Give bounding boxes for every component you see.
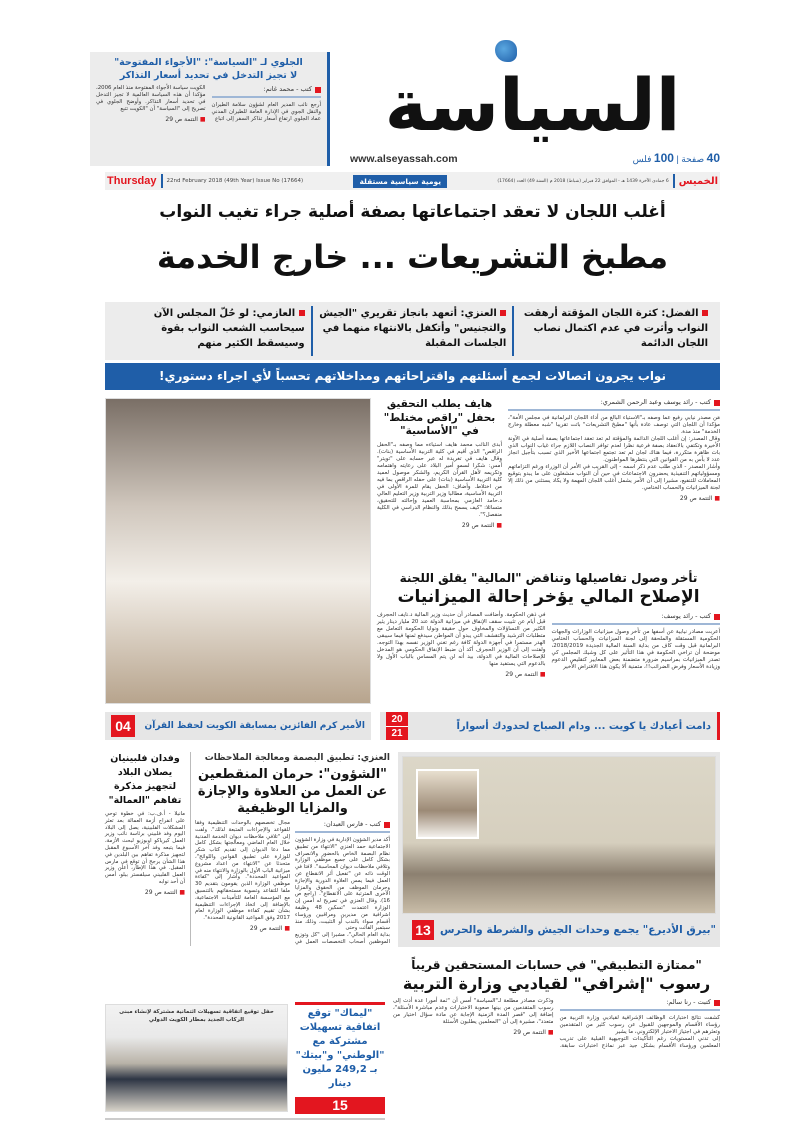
hayef-headline[interactable]: هايف يطلب التحقيق بحفل "راقص مختلط" في "الأساسية" [383, 398, 496, 437]
hayef-article [377, 398, 502, 530]
teaser-body: الكويت سياسة الأجواء المفتوحة منذ العام 2006، مؤكدا أن هذه السياسة العالمية لا تجيز التدخل في تحديد أسعار التذاكر. وأوضح الجلوي في تصريح إلى "السياسة" أن "الكويت تتبع [96, 85, 206, 112]
teaser-headline [96, 56, 321, 82]
finance-article [377, 570, 720, 679]
finance-subhead: تأخر وصول تفاصيلها وتناقض "المالية" يقلق اللجنة [399, 571, 698, 585]
page-number-badge: 20 21 [386, 712, 408, 740]
teaser-headline-line1: الجلوي لـ "السياسة": "الأجواء المفتوحة" [114, 57, 303, 68]
education-subhead: "ممتازة التطبيقي" في حسابات المستحقين قريباً [411, 958, 702, 972]
emir-ceremony-photo [105, 398, 371, 704]
day-english: Thursday [107, 175, 157, 187]
lead-banner[interactable]: نواب يجرون اتصالات لجمع أسئلتهم واقتراحاتهم ومداخلاتهم تحسباً لأي اجراء دستوري! [105, 363, 720, 390]
date-arabic: 6 جمادى الآخرة 1439 هـ - الموافق 22 فبراير (شباط) 2018 م (السنة 49) العدد (17664) [497, 178, 669, 184]
falcon-emblem-icon [495, 40, 517, 62]
lemak-headline: "ليماك" توقع اتفاقية تسهيلات مشتركة مع "الوطني" و"بيتك" بـ 249,2 مليون دينار [295, 1008, 385, 1089]
lead-byline: كتب - رائد يوسف وعبد الرحمن الشمري: [508, 398, 720, 407]
lead-bullet[interactable]: الفضل: كثرة اللجان المؤقتة أرهقت النواب وأثرت في عدم اكتمال نصاب اللجان الدائمة [512, 306, 714, 356]
bottom-divider [105, 1118, 385, 1120]
affairs-byline: كتب - فارس العبدان: [295, 820, 390, 829]
signing-ceremony-photo [105, 1004, 288, 1112]
education-byline: كتبت - رنا سالم: [560, 998, 721, 1007]
teaser-headline-line2: لا تجيز التدخل في تحديد أسعار التذاكر [119, 70, 298, 81]
lemak-box[interactable] [295, 1002, 385, 1114]
page-number-badge: 13 [412, 920, 434, 940]
philippines-article [105, 752, 185, 897]
photo-banner-text: حفل توقيع اتفاقية تسهيلات ائتمانية مشتركة لإنشاء مبنى الركاب الجديد بمطار الكويت الدولي [119, 1009, 274, 1023]
day-arabic: الخميس [678, 175, 718, 187]
finance-byline: كتب - رائد يوسف: [552, 612, 721, 621]
education-body: إلى تدني المستويات رغم التأكيدات التوجيهية القبلية على تدريب المعلمين ورؤساء الأقسام بشكل جيد عبر نماذج اختبارات سابقة. وذكرت مصادر مطلعة لـ"السياسة" أمس أن "ثمة أمورا عدة أدت إلى رسوب المتقدمين من بينها صعوبة الاختبارات وعدم مباشرة الأسئلة"، إضافة إلى "قصر المدة الزمنية الإجابة عن مادة سؤال اختيار من متعدد"، مشيرة إلى أن "المعلمين يطلبون الأسئلة [393, 998, 720, 1049]
price-info: 40 صفحة | 100 فلس [632, 151, 720, 165]
date-english: 22nd February 2018 (49th Year) Issue No (17664) [166, 178, 304, 184]
education-headline[interactable]: رسوب "إشرافي" لقياديي وزارة التربية [402, 974, 711, 993]
philippines-body: مانيلا - أ.ف.ب: في خطوة توحي على انفراج أزمة العمالة بعد تعثر المشكلات الفلبينية، يصل إلى البلاد اليوم وفد فلبيني برئاسة نائب وزير العمل كيرياكو اوبوزيو لبحث الأزمة، فيما يتبعه وفد آخر الأسبوع المقبل لتجهيز مذكرة تفاهم بين البلدين في هذا الشأن يرجح أن توقع في مارس المقبل. في هذا الإطار، أعلن وزير العمل الفلبيني سيلفستر بيلو، أمس أن أحد نوابه [105, 811, 185, 885]
promo-strip-national-day[interactable]: دامت أعيادك يا كويت ... ودام الصباح لحدودك أسواراً 20 21 [380, 712, 720, 740]
finance-body: في ذهن الحكومة. وأضافت المصادر أن حديث وزير المالية د.نايف الحجرف قبل أيام عن تثبيت سقف الإنفاق في ميزانية الدولة عند 20 مليار دينار يثير الكثير من التساؤلات والمخاوف حول حقيقة ونوايا الحكومة التعامل مع متطلبات الترشيد والتقشف التي يبدو أن المواطن سيدفع ثمنها فيما سيبقى الهدر مستمرا في أجهزة الدولة كافة رغم تغني الوزير نفسه بهذا التوجه. ولفتت إلى أن الوزير الحجرف أكد أن ضبط الإنفاق الحكومي هو المدخل للإصلاحات المالية في الدولة، بيد أنه لن يتم المساس بالباب الأول ولا بالدعوم التي يستفيد منها [377, 612, 546, 667]
finance-body: أعربت مصادر نيابية عن أسفها من تأخر وصول ميزانيات الوزارات والجهات الحكومية المستقلة والملحقة إلى لجنة الميزانيات والحساب الختامي البرلمانية قبل وقت كاف من بداية السنة المالية الجديدة 2018/2019، موضحة أن تراخي الحكومة في هذا التأثير على كل وشيك المجلس كي تصدر الميزانيات بمراسيم ضرورة متضمنة بعض المعايير كتقليص الدعوم وزيادة الأسعار وفرض الضرائب!!، متمنية ألا يكون هذا الافتراض الأخير [551, 629, 720, 670]
continued-link[interactable]: ■ التتمة ص 29 [513, 1029, 554, 1036]
continued-link[interactable]: ■ التتمة ص 29 [461, 521, 502, 529]
continued-link[interactable]: ■ التتمة ص 29 [249, 924, 290, 932]
logo: السياسة [345, 40, 720, 148]
lead-bullet[interactable]: العنزي: أتعهد بانجاز تقريري "الجيش والتجنيس" وأتكفل بالانتهاء منهما في الجلسات المقبلة [311, 306, 513, 356]
promo-strip-quran[interactable]: الأمير كرم الفائزين بمسابقة الكويت لحفظ القرآن 04 [105, 712, 371, 740]
lead-body: وأشار المصدر - الذي طلب عدم ذكر اسمه - إلى القريب في الأمر أن الوزراء ورغم التزاماتهم ومسؤولياتهم التنفيذية يحضرون الاجتماعات في حين أن النواب منشغلون على ما يبدو بتوقيع المعاملات للتنفيع، مشيرا إلى أن الأمر يشمل أغلب اللجان المهمة ولا يكاد يستثنى من ذلك إلا لجنة الميزانيات والحساب الختامي. [508, 464, 720, 491]
hayef-body: أبدى النائب محمد هايف استياءه مما وصفه بـ"الحفل الراقص" الذي أقيم في كلية التربية الأساسية (بنات). وقال هايف في تغريدة له عبر حسابه على "تويتر" أمس: شكرا لسمو أمير البلاد على رعايته واهتمامه وتكريمه لأهل القرآن الكريم، والشكر موصول لعميد كلية التربية الأساسية (بنات) على حفله الراقص بما فيه من اختلاط. وأضاف: الحفل يقام للمرة الأولى في التربية الأساسية، مطالبا وزير التربية وزير التعليم العالي د.حامد العازمي بمحاسبة العميد وإحالته للتحقيق، متسائلا: "كيف يسمح بذلك والنظام الدراسي في الكلية منفصل؟". [377, 441, 502, 518]
divider [212, 96, 322, 98]
affairs-body: أكد مدير الشؤون الإدارية في وزارة الشؤون الاجتماعية حمد العنزي "الانتهاء من تطبيق نظام البصمة الخاص بالحضور والانصراف بشكل كامل على جميع موظفي الوزارة وتلافي ملاحظات ديوان المحاسبة". لافتا في الوقت ذاته عن "تفعيل أثر الانقطاع عن العمل فيما يمس العلاوة الدورية والإجازة وحرمان الموظف من الحقوق والمزايا الأخرى المترتبة على الانقطاع". (راجع ص 16). وقال العنزي في تصريح له أمس إن الوزارة اعتمدت "تسكين 48 وظيفة اشرافية من مديرين ومراقبين ورؤساء أقسام سواء بالندب أو التثبيت، وذلك منذ سبتمبر الفائت وحتى [295, 837, 390, 932]
teaser-body: أرجع نائب المدير العام لشؤون سلامة الطيران والنقل الجوي في الإدارة العامة للطيران المدني عماد الجلوي ارتفاع أسعار تذاكر السفر إلى اتباع [211, 102, 321, 122]
continued-link[interactable]: ■ التتمة ص 29 [144, 888, 185, 896]
lead-article [508, 398, 720, 503]
affairs-article [190, 752, 390, 946]
army-vehicles-photo [402, 756, 716, 914]
continued-link[interactable]: ■ التتمة ص 29 [679, 495, 720, 502]
lead-headline[interactable]: مطبخ التشريعات ... خارج الخدمة [156, 238, 669, 276]
tagline-badge: يومية سياسية مستقلة [353, 175, 447, 188]
affairs-body: بداية العام الحالي"، مشيرا إلى "كل وتوزيع الموظفين أصحاب التخصصات العمل في مجال تخصصهم بالوحدات التنظيمية وفقا للقواعد والإجراءات المتبعة لذلك". ولفت إلى "تلافي ملاحظات ديوان الخدمة المدنية خلال العام الماضي ومعالجتها بشكل كامل مما دعا الديوان إلى تقديم كتاب شكر للوزارة على تطبيق القوانين واللوائح"، متحدثا عن "الانتهاء من اعداد مشروع ميزانية الباب الأول بالوزارة والانتهاء منه في المواعيد المحددة". وأشار إلى "كفاءة موظفي الوزارة الذين يقومون بتقديم 30 ملفا للتقاعد وتسوية مستحقاتهم بالتنسيق مع المؤسسة العامة للتأمينات الاجتماعية، بالإضافة إلى اتخاذ الإجراءات التنظيمية بشأن تقييم كفاءة موظفي الوزارة لعام 2017 وفق المواعيد القانونية المحددة". [195, 820, 390, 945]
continued-link[interactable]: ■ التتمة ص 29 [165, 116, 206, 123]
lead-bullets [105, 302, 720, 360]
teaser-box[interactable] [90, 52, 330, 166]
affairs-headline[interactable]: "الشؤون": حرمان المنقطعين عن العمل من العلاوة والإجازة والمزايا الوظيفية [197, 767, 388, 816]
lead-body: مَن مصدر نيابي رفيع عما وصفه بـ"الاستياء البالغ من أداء اللجان البرلمانية في مجلس الأمة"، مؤكدا أن اللجان التي توصف عادة بأنها "مطبخ التشريعات" باتت تقريبا "شبه معطلة وخارج الخدمة" منذ مدة. [508, 415, 720, 435]
philippines-headline[interactable]: وفدان فلبينيان يصلان البلاد لتجهيز مذكرة تفاهم "العمالة" [108, 753, 182, 806]
page-number-badge: 04 [111, 715, 135, 737]
army-caption[interactable]: "بيرق الأديرع" يجمع وحدات الجيش والشرطة والحرس [440, 924, 716, 936]
page-number-badge: 15 [295, 1097, 385, 1114]
lead-subhead: أغلب اللجان لا تعقد اجتماعاتها بصفة أصلية جراء تغيب النواب [159, 202, 666, 222]
army-photo-block [398, 752, 720, 947]
education-article [393, 957, 720, 1050]
website-url[interactable]: www.alseyassah.com [350, 153, 458, 165]
bullet-square-icon [315, 87, 321, 93]
education-body: كشفت نتائج اختبارات الوظائف الإشرافية لقياديي وزارة التربية من رؤساء الأقسام والموجهين للقبول عن رسوب كثير من المتقدمين وتعثرهم في اجتياز الاختبار الإلكتروني، ما يشير [559, 1015, 720, 1035]
date-bar [105, 172, 720, 190]
continued-link[interactable]: ■ التتمة ص 29 [505, 671, 546, 678]
lead-body: وقال المصدر: إن أغلب اللجان الدائمة والمؤقتة لم تعد تعقد اجتماعاتها بصفة أصلية في الآونة الأخيرة وتكتفي بالانعقاد بصفة فرعية نظرا لعدم توافر النصاب اللازم جراء غياب النواب الذي بات ظاهرة متكررة، فيما هناك لجان لم تعد تجتمع اجتماعها الأخير الذي تسبب بتأجيل انجاز عدد لا بأس به من القوانين التي ينتظرها المواطنون. [508, 436, 720, 463]
finance-headline[interactable]: الإصلاح المالي يؤخر إحالة الميزانيات [397, 587, 700, 607]
lead-bullet[interactable]: العازمي: لو حُلّ المجلس الآن سيحاسب الشعب النواب بقوة وسيسقط الكثير منهم [153, 308, 305, 349]
sheikh-portrait-photo [416, 769, 479, 839]
teaser-byline: كتب - محمد غانم: [212, 85, 322, 94]
affairs-subhead: العنزي: تطبيق البصمة ومعالجة الملاحظات [204, 753, 390, 763]
